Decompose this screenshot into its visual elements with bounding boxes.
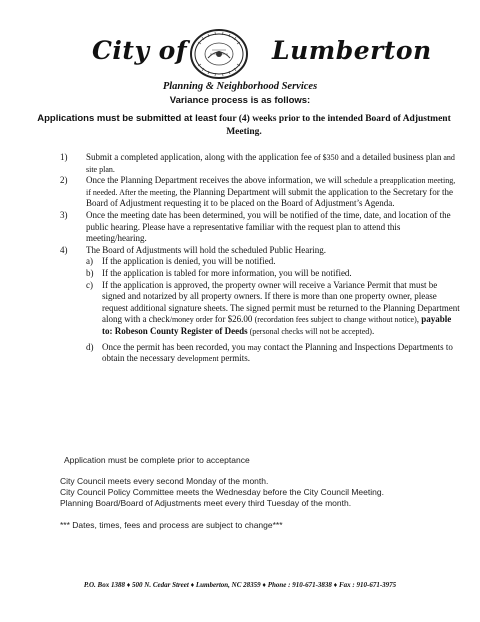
disclaimer: *** Dates, times, fees and process are subject to change*** <box>60 520 283 530</box>
outcome-letter: b) <box>86 267 94 278</box>
step-number: 1) <box>60 152 68 162</box>
footer-city: Lumberton, NC 28359 <box>195 581 261 589</box>
step-1 <box>60 152 460 175</box>
separator-icon: ♦ <box>333 581 338 589</box>
lumberton-label: Lumberton <box>272 36 432 65</box>
outcome-text: for $26.00 <box>212 314 255 325</box>
outcome-item <box>86 256 460 268</box>
step-text: the Planning Department will submit the application to the Secretary for the Board of Adjustment requesting it to be placed on the Board of Adjustment’s Agenda. <box>86 186 453 209</box>
step-2 <box>60 175 460 210</box>
footer-contact <box>0 581 480 589</box>
submission-notice-lead: Applications must be submitted at least <box>37 113 217 124</box>
outcome-list <box>86 256 460 364</box>
outcome-text: /money order <box>169 315 213 325</box>
outcome-text: (recordation fees subject to change without notice) <box>254 315 417 325</box>
department-subtitle: Planning & Neighborhood Services <box>162 81 318 92</box>
outcome-text: development <box>177 354 219 364</box>
step-text: Once the Planning Department receives the above information, we will <box>86 175 345 186</box>
outcome-text: contact the Planning and Inspections Departments to obtain the necessary <box>102 341 453 364</box>
step-text: schedule a preapplication meeting, if needed. After the meeting, <box>86 176 456 197</box>
payee-text: payable to: Robeson County Register of Deeds <box>102 314 452 336</box>
outcome-text: . <box>371 325 375 336</box>
step-text: and a detailed business plan <box>338 152 442 162</box>
separator-icon: ♦ <box>126 581 131 589</box>
step-fee: of $350 <box>313 153 339 162</box>
city-seal-icon <box>188 28 250 80</box>
separator-icon: ♦ <box>190 581 195 589</box>
meeting-line: City Council meets every second Monday of the month. <box>60 476 269 486</box>
outcome-text: If the application is denied, you will be notified. <box>102 256 276 267</box>
step-4 <box>60 245 460 365</box>
outcome-letter: c) <box>86 279 93 290</box>
step-number: 2) <box>60 175 68 186</box>
outcome-item <box>86 268 460 280</box>
outcome-letter: d) <box>86 341 94 352</box>
outcome-item <box>86 280 460 338</box>
outcome-text: may <box>247 342 262 352</box>
outcome-text: Once the permit has been recorded, you <box>102 341 248 352</box>
step-text: Submit a completed application, along with the application fee <box>86 152 314 162</box>
process-heading: Variance process is as follows: <box>169 95 311 106</box>
meeting-schedule <box>60 476 460 509</box>
city-of-label: City of <box>92 36 188 65</box>
meeting-line: Planning Board/Board of Adjustments meet every third Tuesday of the month. <box>60 498 352 508</box>
step-3 <box>60 210 460 245</box>
separator-icon: ♦ <box>262 581 266 589</box>
step-number: 4) <box>60 244 68 255</box>
step-text: and site plan. <box>86 153 455 174</box>
footer-phone: Phone : 910-671-3838 <box>267 581 332 589</box>
submission-notice <box>24 112 464 139</box>
step-text: The Board of Adjustments will hold the scheduled Public Hearing. <box>86 244 326 255</box>
steps-list <box>60 152 460 365</box>
outcome-text: If the application is approved, the property owner will receive a Variance Permit that must be signed and notarized by all property owners. If there is more than one property owner, please request additional signature sheets. The signed permit must be returned to the Planning Department along with a check <box>102 279 460 325</box>
letterhead <box>0 28 480 80</box>
meeting-line: City Council Policy Committee meets the Wednesday before the City Council Meeting. <box>60 487 384 497</box>
step-text: Once the meeting date has been determined, you will be notified of the time, date, and location of the public hearing. Please have a representative familiar with the request plan to attend this meeting/hearing. <box>86 209 451 244</box>
outcome-item <box>86 342 460 365</box>
outcome-text: (personal checks will not be accepted) <box>247 326 372 336</box>
submission-notice-tail: four (4) weeks prior to the intended Board of Adjustment Meeting. <box>219 114 451 137</box>
outcome-text: permits. <box>218 353 251 364</box>
step-number: 3) <box>60 209 68 220</box>
outcome-text: If the application is tabled for more information, you will be notified. <box>102 267 352 278</box>
application-note: Application must be complete prior to acceptance <box>64 455 250 465</box>
outcome-letter: a) <box>86 256 93 267</box>
outcome-text: , <box>416 314 422 325</box>
footer-street: 500 N. Cedar Street <box>132 581 189 589</box>
footer-fax: Fax : 910-671-3975 <box>338 581 397 589</box>
footer-po-box: P.O. Box 1388 <box>83 581 125 589</box>
